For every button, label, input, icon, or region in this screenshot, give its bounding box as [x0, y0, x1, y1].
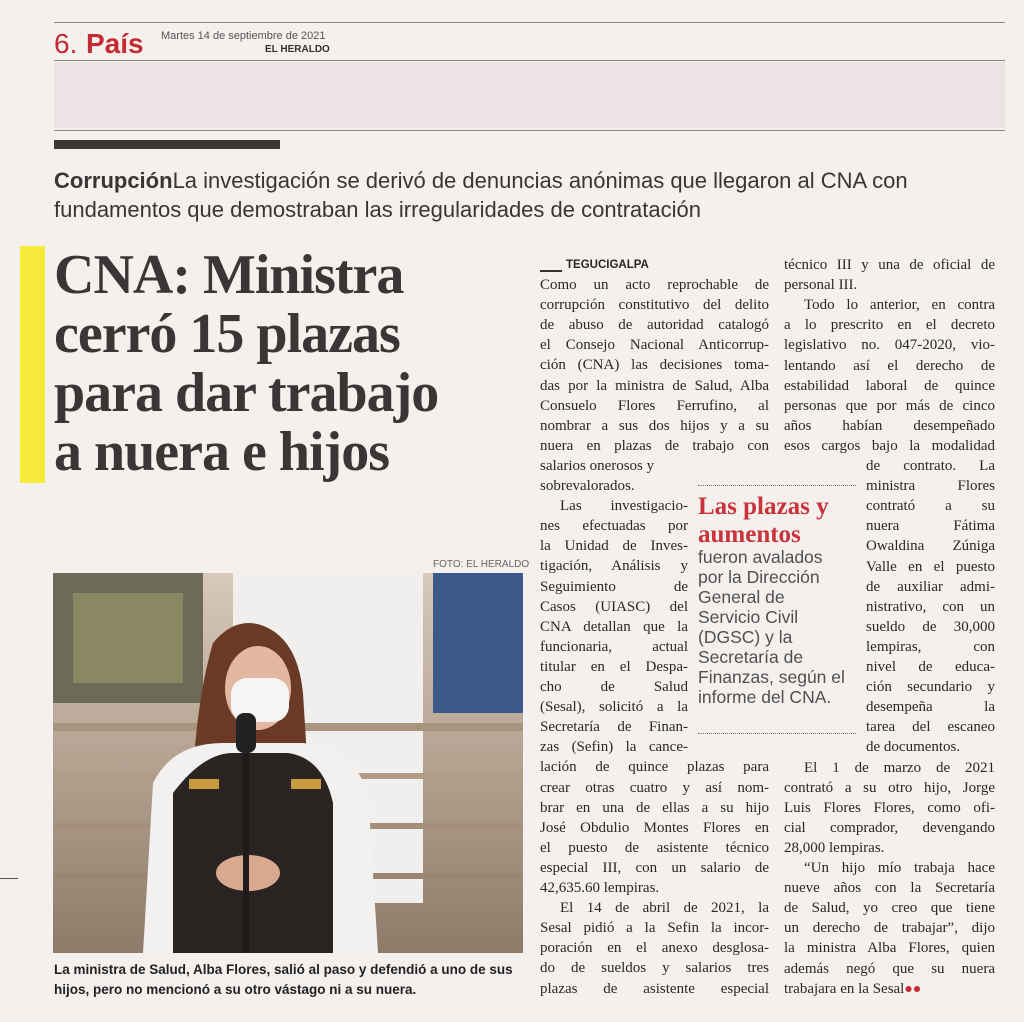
body-text-line: trabajara en la Sesal●● — [784, 980, 922, 997]
photo-caption: La ministra de Salud, Alba Flores, salió al paso y defendió a uno de sus hijos, pero no mencionó a su otro vástago ni a su nuera. — [54, 962, 513, 997]
top-rule — [54, 22, 1005, 23]
body-text-line: cho de Salud — [540, 679, 688, 695]
body-text-line: contrató a su — [866, 498, 995, 515]
photo-illustration — [53, 573, 523, 953]
body-text-line: Owaldina Zúniga — [866, 538, 995, 555]
body-text-line: cial comprador, devengando — [784, 819, 995, 836]
body-text-line: ción (CNA) las decisiones toma- — [540, 357, 769, 374]
body-text-line: José Obdulio Montes Flores en — [540, 819, 769, 836]
headline-line: para dar trabajo — [54, 362, 439, 424]
body-text-line: el puesto de asistente técnico — [540, 839, 769, 856]
body-text-line: además negó que su nuera — [784, 960, 995, 977]
body-text-line: nuera Fátima — [866, 518, 995, 535]
body-text-line: años habían desempeñado — [784, 417, 995, 434]
newspaper-name: EL HERALDO — [265, 44, 330, 55]
body-text-line: sobrevalorados. — [540, 478, 635, 494]
blank-band — [54, 62, 1005, 128]
body-text-line: 28,000 lempiras. — [784, 839, 885, 856]
body-text-line: CNA detallan que la — [540, 618, 688, 635]
body-text-line: la Unidad de Inves- — [540, 538, 688, 555]
body-text-line: brar en una de ellas a su hijo — [540, 799, 769, 816]
band-rule — [54, 130, 1005, 131]
body-text-line: plazas de asistente especial — [540, 980, 769, 997]
body-text-line: contrató a su otro hijo, Jorge — [784, 779, 995, 796]
kicker — [54, 166, 1004, 224]
body-text-line: ción secundario y — [866, 679, 995, 696]
body-text-line: nes efectuadas por — [540, 518, 688, 535]
body-text-line: 42,635.60 lempiras. — [540, 880, 660, 896]
kicker-label: Corrupción — [54, 168, 173, 193]
page-number: 6. — [54, 28, 78, 59]
headline-line: a nuera e hijos — [54, 421, 389, 483]
body-text-line: nueve años con la Secretaría — [784, 880, 995, 897]
body-text-line: personal III. — [784, 277, 858, 294]
body-text-line: legislativo no. 047-2020, vio- — [784, 337, 995, 354]
kicker-text: La investigación se derivó de denuncias anónimas que llegaron al CNA con fundamentos que demostraban las irregularidades de contratación — [54, 168, 908, 222]
body-text-line: crear otras cuatro y así nom- — [540, 779, 769, 796]
body-text-line: titular en el Despa- — [540, 658, 688, 675]
body-text-line: Como un acto reprochable de — [540, 277, 769, 293]
body-text-line: Valle en el puesto — [866, 558, 995, 575]
body-text-line: estabilidad laboral de quince — [784, 377, 995, 394]
body-text-line: de Salud, yo creo que tiene — [784, 900, 995, 917]
body-text-line: especial III, con un salario de — [540, 859, 769, 876]
body-text-line: nivel de educa- — [866, 659, 995, 675]
headline-line: CNA: Ministra — [54, 244, 404, 306]
body-text-line: Consuelo Flores Ferrufino, al — [540, 397, 769, 414]
pullquote-top-rule — [698, 485, 856, 486]
body-text-line: do de sueldos y salarios tres — [540, 960, 769, 977]
pullquote-title-line: Las plazas y — [698, 493, 829, 520]
pullquote-body-line: Finanzas, según el — [698, 667, 845, 687]
body-text-line: nistrativo, con un — [866, 598, 995, 615]
body-text-line: tarea del escaneo — [866, 719, 995, 736]
headline-line: cerró 15 plazas — [54, 303, 400, 365]
photo-credit: FOTO: EL HERALDO — [433, 559, 530, 570]
body-text-line: salarios onerosos y — [540, 457, 655, 474]
body-text-line: (Sesal), solicitó a la — [540, 699, 688, 716]
body-text-line: un derecho de trabajar”, dijo — [784, 920, 995, 937]
body-text-line: El 14 de abril de 2021, la — [560, 900, 769, 917]
body-text-line: das por la ministra de Salud, Alba — [540, 377, 769, 394]
body-text-line: Las investigacio- — [560, 498, 688, 515]
body-text-line: lentando así el derecho de — [784, 357, 995, 374]
body-text-line: a lo prescrito en el decreto — [784, 317, 995, 334]
body-text-line: nombrar a sus dos hijos y a su — [540, 417, 769, 434]
body-text-line: Sesal pidió a la Sefin la incor- — [540, 920, 769, 937]
body-text-line: desempeña la — [866, 699, 995, 716]
body-text-line: lempiras, con — [866, 638, 995, 655]
body-text-line: sueldo de 30,000 — [866, 618, 995, 635]
body-text-line: corrupción constitutivo del delito — [540, 297, 769, 314]
body-text-line: Todo lo anterior, en contra — [804, 297, 995, 314]
headline — [54, 246, 529, 482]
body-text-line: de abuso de autoridad catalogó — [540, 317, 769, 334]
pullquote-body-line: General de — [698, 587, 785, 607]
body-text-line: Casos (UIASC) del — [540, 598, 688, 615]
body-text-line: ministra Flores — [866, 478, 995, 495]
body-text-line: poración en el anexo desglosa- — [540, 940, 769, 957]
end-of-article-mark: ●● — [904, 981, 922, 997]
dateline-bar — [540, 270, 562, 272]
body-text-line: Secretaría de Finan- — [540, 719, 688, 736]
body-text-line: la ministra Alba Flores, quien — [784, 940, 995, 957]
dateline: TEGUCIGALPA — [566, 259, 649, 271]
body-text-line: personas que por más de cinco — [784, 397, 995, 414]
body-text-line: funcionaria, actual — [540, 638, 688, 655]
body-text-line: de contrato. La — [866, 458, 995, 474]
body-text-line: tigación, Análisis y — [540, 558, 688, 575]
section-name: País — [86, 28, 144, 59]
pullquote-body — [698, 547, 858, 707]
body-text-line: de auxiliar admi- — [866, 578, 995, 595]
article-photo — [53, 573, 523, 953]
body-text-line: lación de quince plazas para — [540, 759, 769, 776]
pullquote-body-line: Secretaría de — [698, 647, 804, 667]
body-text-line: Seguimiento de — [540, 578, 688, 595]
body-text-line: Luis Flores Flores, como ofi- — [784, 799, 995, 816]
highlighter-mark — [20, 246, 45, 483]
pullquote-title — [698, 493, 858, 549]
pullquote-body-line: informe del CNA. — [698, 687, 832, 707]
section-bar — [54, 140, 280, 149]
body-text-line: técnico III y una de oficial de — [784, 257, 995, 273]
body-text-line: zas (Sefin) la cance- — [540, 739, 688, 756]
body-text-line: el Consejo Nacional Anticorrup- — [540, 337, 769, 354]
pullquote-body-line: por la Dirección — [698, 567, 820, 587]
body-text-line: de documentos. — [866, 739, 961, 756]
margin-tick — [0, 878, 18, 879]
body-text-line: nuera en plazas de trabajo con — [540, 437, 769, 454]
pullquote-body-line: fueron avalados — [698, 547, 823, 567]
body-text-line: “Un hijo mío trabaja hace — [804, 860, 995, 876]
pullquote-body-line: Servicio Civil — [698, 607, 799, 627]
body-text-line: esos cargos bajo la modalidad — [784, 437, 995, 454]
pullquote-bottom-rule — [698, 733, 856, 734]
body-text-line: El 1 de marzo de 2021 — [804, 759, 995, 776]
pullquote-body-line: (DGSC) y la — [698, 627, 793, 647]
issue-date: Martes 14 de septiembre de 2021 — [161, 30, 326, 42]
pullquote-title-line: aumentos — [698, 521, 801, 548]
header-rule — [54, 60, 1005, 61]
